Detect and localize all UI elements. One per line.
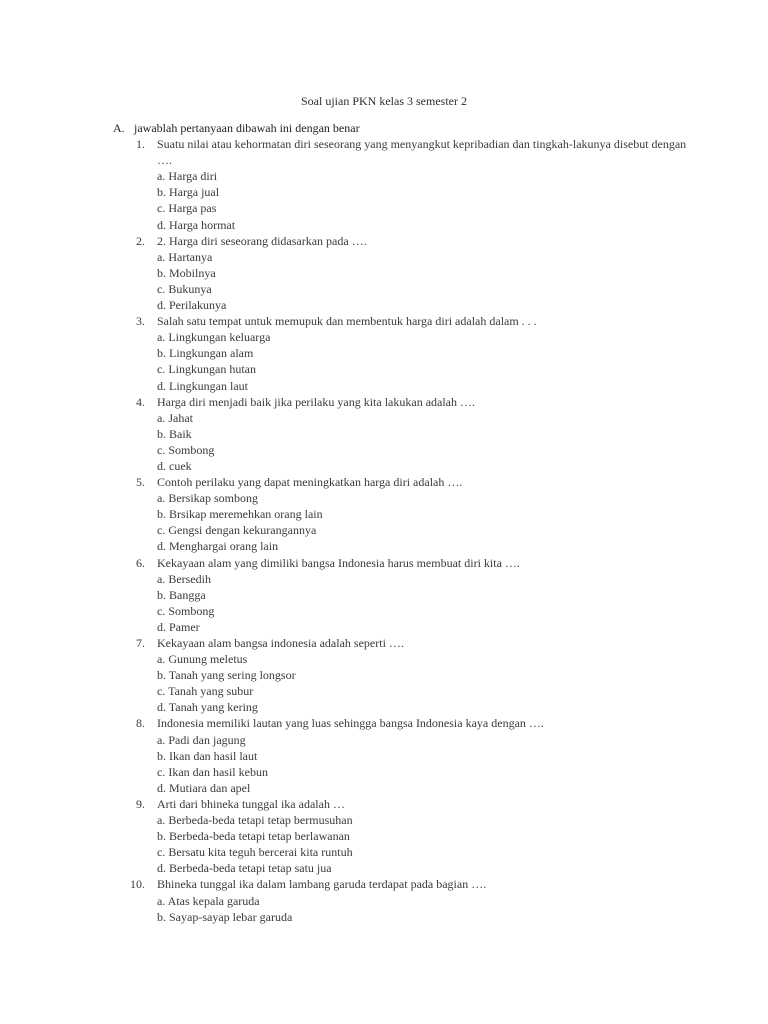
question-number: 10. [130,877,145,892]
answer-option: c. Sombong [157,603,215,618]
option-list [157,329,713,393]
option-list [157,249,713,313]
answer-option: b. Ikan dan hasil laut [157,748,258,763]
question-item [113,136,713,233]
question-list [113,136,713,925]
answer-option: a. Jahat [157,410,193,425]
answer-option: b. Tanah yang sering longsor [157,668,296,683]
question-item [113,635,713,715]
option-list [157,410,713,474]
question-text: Indonesia memiliki lautan yang luas sehingga bangsa Indonesia kaya dengan …. [157,716,544,731]
answer-option: a. Bersikap sombong [157,491,258,506]
answer-option: b. Berbeda-beda tetapi tetap berlawanan [157,829,350,844]
question-text: Contoh perilaku yang dapat meningkatkan harga diri adalah …. [157,475,463,490]
question-number: 8. [136,716,145,731]
answer-option: b. Lingkungan alam [157,346,254,361]
option-list [157,490,713,554]
answer-option: c. Tanah yang subur [157,684,254,699]
answer-option: c. Ikan dan hasil kebun [157,764,268,779]
answer-option: d. Harga hormat [157,217,236,232]
answer-option: d. Menghargai orang lain [157,539,279,554]
option-list [157,812,713,876]
question-text: Suatu nilai atau kehormatan diri seseorang yang menyangkut kepribadian dan tingkah-lakunya disebut dengan …. [157,137,687,168]
answer-option: a. Gunung meletus [157,652,248,667]
question-item [113,233,713,313]
question-item [113,313,713,393]
question-number: 4. [136,394,145,409]
question-text: Kekayaan alam yang dimiliki bangsa Indonesia harus membuat diri kita …. [157,555,520,570]
answer-option: d. Lingkungan laut [157,378,248,393]
answer-option: c. Harga pas [157,201,217,216]
question-text: Salah satu tempat untuk memupuk dan membentuk harga diri adalah dalam . . . [157,314,537,329]
question-text: Harga diri menjadi baik jika perilaku yang kita lakukan adalah …. [157,394,476,409]
question-item [113,555,713,635]
question-text: Arti dari bhineka tunggal ika adalah … [157,796,345,811]
answer-option: d. Perilakunya [157,298,227,313]
section-heading [113,120,713,136]
answer-option: c. Bukunya [157,281,212,296]
question-item [113,876,713,924]
answer-option: d. cuek [157,458,192,473]
question-text: Kekayaan alam bangsa indonesia adalah seperti …. [157,636,404,650]
question-number: 2. [136,233,145,248]
question-item [113,796,713,876]
answer-option: b. Sayap-sayap lebar garuda [157,909,293,924]
answer-option: d. Tanah yang kering [157,700,258,715]
option-list [157,168,713,232]
answer-option: c. Gengsi dengan kekurangannya [157,523,317,538]
answer-option: b. Harga jual [157,185,220,200]
answer-option: a. Bersedih [157,571,211,586]
question-item [113,394,713,474]
answer-option: a. Atas kepala garuda [157,893,260,908]
section-heading-text: jawablah pertanyaan dibawah ini dengan benar [134,121,360,135]
answer-option: d. Pamer [157,619,200,634]
question-item [113,474,713,554]
answer-option: a. Lingkungan keluarga [157,330,271,345]
option-list [157,571,713,635]
answer-option: d. Mutiara dan apel [157,780,251,795]
question-number: 5. [136,475,145,490]
answer-option: c. Bersatu kita teguh bercerai kita runtuh [157,845,353,860]
option-list [157,732,713,796]
question-number: 1. [136,137,145,152]
option-list [157,651,713,715]
answer-option: a. Padi dan jagung [157,732,246,747]
answer-option: d. Berbeda-beda tetapi tetap satu jua [157,861,332,876]
question-number: 9. [136,796,145,811]
question-text: 2. Harga diri seseorang didasarkan pada …. [157,233,367,248]
question-item [113,715,713,795]
option-list [157,893,713,925]
answer-option: c. Lingkungan hutan [157,362,256,377]
question-number: 7. [136,636,145,650]
section-letter: A. [113,121,125,135]
answer-option: b. Baik [157,426,192,441]
question-text: Bhineka tunggal ika dalam lambang garuda terdapat pada bagian …. [157,877,487,892]
question-number: 6. [136,555,145,570]
answer-option: c. Sombong [157,442,215,457]
answer-option: a. Harga diri [157,169,218,184]
document-title: Soal ujian PKN kelas 3 semester 2 [301,94,467,108]
question-number: 3. [136,314,145,329]
answer-option: b. Brsikap meremehkan orang lain [157,507,323,522]
section-a [113,120,713,925]
answer-option: a. Hartanya [157,249,213,264]
answer-option: a. Berbeda-beda tetapi tetap bermusuhan [157,813,353,828]
answer-option: b. Mobilnya [157,265,216,280]
answer-option: b. Bangga [157,587,206,602]
